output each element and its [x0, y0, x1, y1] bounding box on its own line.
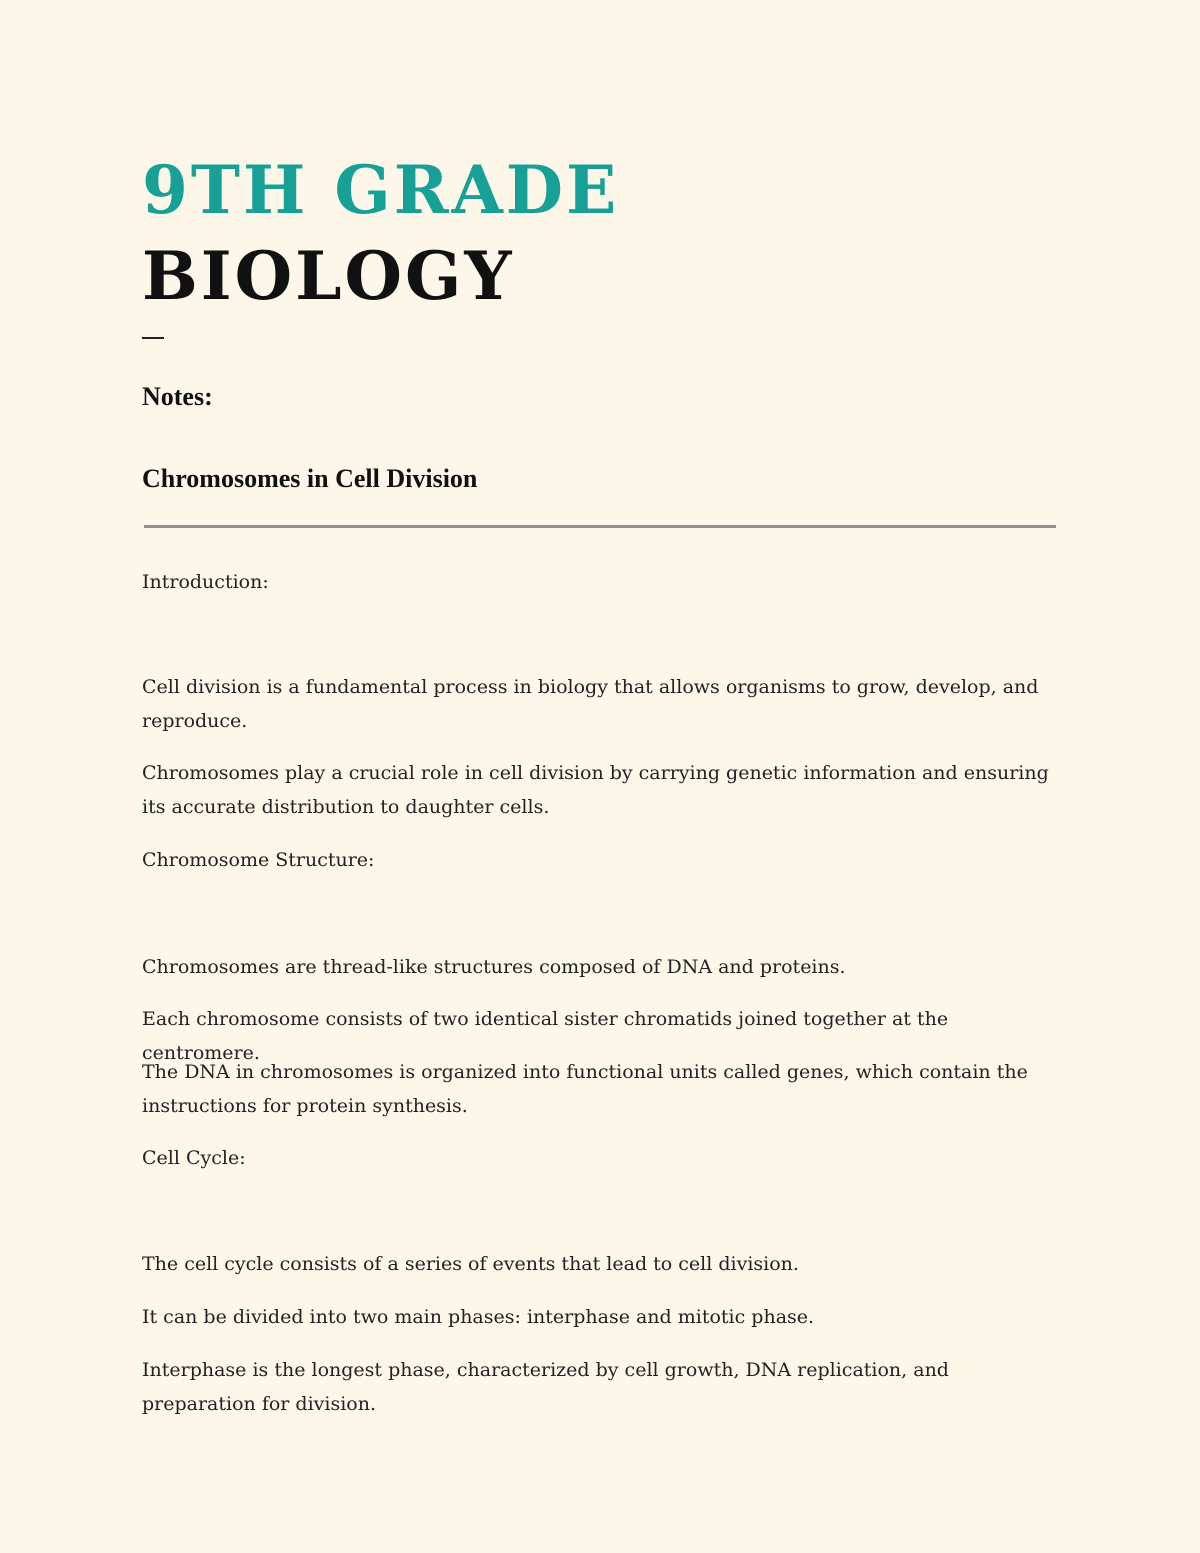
title-subject: BIOLOGY — [142, 237, 515, 315]
structure-paragraph-1: Chromosomes are thread-like structures composed of DNA and proteins. — [142, 956, 846, 978]
structure-paragraph-3: The DNA in chromosomes is organized into functional units called genes, which contain the instructions for protein synthesis. — [142, 1061, 1028, 1117]
section-title: Chromosomes in Cell Division — [142, 464, 478, 493]
horizontal-rule — [144, 525, 1056, 528]
intro-paragraph-1: Cell division is a fundamental process in biology that allows organisms to grow, develop, and reproduce. — [142, 676, 1039, 732]
cycle-paragraph-1: The cell cycle consists of a series of events that lead to cell division. — [142, 1253, 799, 1275]
intro-paragraph-2: Chromosomes play a crucial role in cell division by carrying genetic information and ensuring its accurate distribution to daughter cells. — [142, 762, 1049, 818]
cycle-paragraph-2: It can be divided into two main phases: interphase and mitotic phase. — [142, 1306, 815, 1328]
structure-heading: Chromosome Structure: — [142, 849, 375, 871]
structure-paragraph-2: Each chromosome consists of two identical sister chromatids joined together at the centromere. — [142, 1008, 949, 1064]
cycle-paragraph-3: Interphase is the longest phase, characterized by cell growth, DNA replication, and preparation for division. — [142, 1359, 949, 1415]
intro-heading: Introduction: — [142, 571, 269, 593]
cycle-heading: Cell Cycle: — [142, 1147, 246, 1169]
title-dash-divider — [142, 337, 164, 339]
title-grade: 9TH GRADE — [142, 151, 620, 229]
notes-label: Notes: — [142, 382, 213, 411]
